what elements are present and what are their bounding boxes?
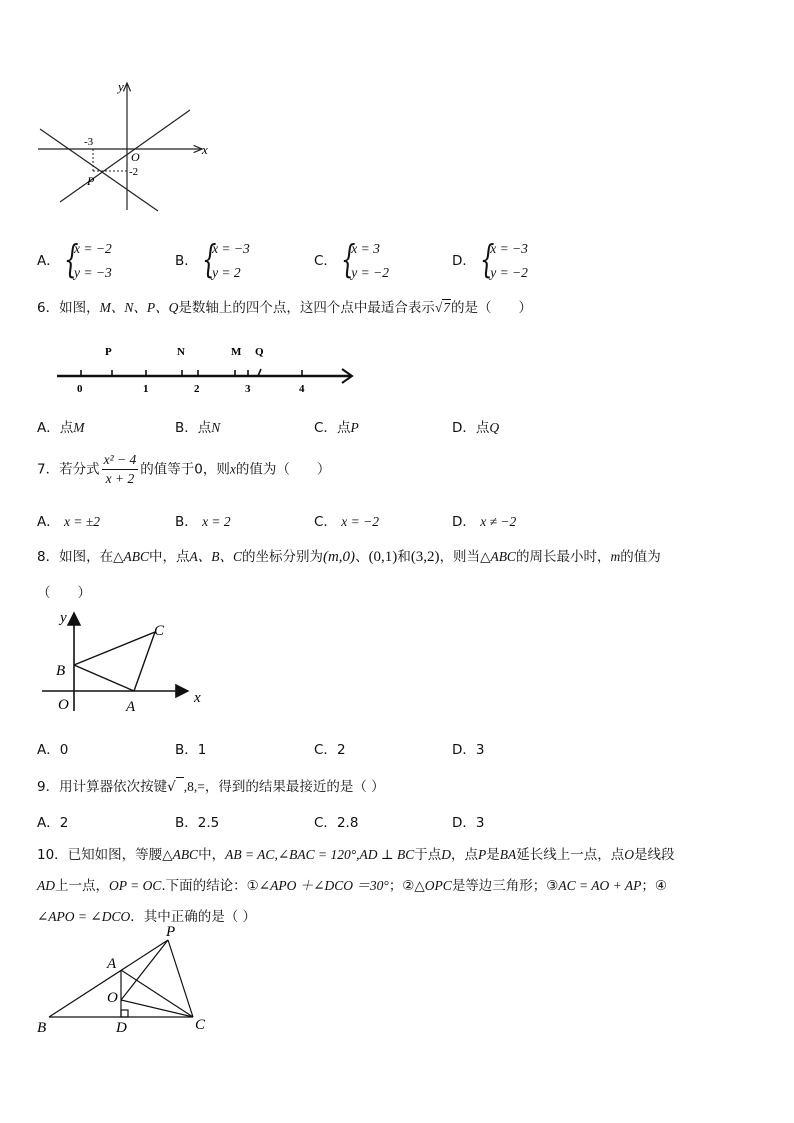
stem-text: 的值为 bbox=[620, 549, 661, 565]
stem-text: 上一点， bbox=[55, 878, 109, 894]
q5-label-y: y bbox=[118, 79, 124, 94]
q7-option-b[interactable] bbox=[175, 510, 231, 530]
stem-math: AB = AC,∠BAC = 120°,AD ⊥ BC bbox=[225, 847, 415, 862]
option-letter: B． bbox=[175, 742, 198, 758]
option-letter: A． bbox=[37, 514, 60, 530]
q8-label-o: O bbox=[58, 697, 69, 713]
eq-2: y = −2 bbox=[490, 265, 528, 280]
radicand: 7 bbox=[443, 300, 451, 315]
option-letter: B． bbox=[175, 514, 198, 530]
stem-math: △ABC bbox=[162, 847, 199, 862]
stem-text: 是等边三角形；③ bbox=[451, 878, 559, 894]
q10-side-oc bbox=[121, 1000, 193, 1017]
stem-math: AD bbox=[37, 878, 55, 893]
stem-math: ∠APO ＋∠DCO ＝30° bbox=[258, 878, 389, 893]
option-text: 1 bbox=[197, 742, 207, 758]
option-text: 2 bbox=[59, 815, 69, 831]
q8-option-c[interactable] bbox=[314, 738, 346, 758]
q10-label-c: C bbox=[195, 1017, 206, 1033]
q10-side-pc bbox=[168, 940, 193, 1017]
q6-label-q: Q bbox=[255, 346, 264, 358]
q5-label-p: P bbox=[87, 174, 95, 188]
stem-text: ；④ bbox=[641, 878, 668, 894]
stem-text: 的值为（ ） bbox=[235, 461, 331, 478]
q10-right-angle-mark bbox=[121, 1010, 128, 1017]
eq-1: x = 3 bbox=[351, 241, 380, 256]
stem-text: 中， bbox=[198, 847, 226, 863]
q8-option-d[interactable] bbox=[452, 738, 485, 758]
stem-math: ∠APO = ∠DCO bbox=[37, 909, 131, 924]
option-letter: A． bbox=[37, 742, 60, 758]
eq-2: y = −2 bbox=[351, 265, 389, 280]
option-var: N bbox=[211, 420, 221, 435]
q6-number-line bbox=[55, 340, 360, 395]
q10-label-b: B bbox=[37, 1020, 47, 1036]
q9-option-a[interactable] bbox=[37, 811, 68, 831]
equation-system: { x = −2 y = −3 bbox=[64, 237, 112, 285]
option-var: P bbox=[350, 420, 359, 435]
stem-text: ，得到的结果最接近的是（ ） bbox=[204, 779, 385, 795]
option-var: Q bbox=[489, 420, 500, 435]
fraction bbox=[102, 451, 139, 488]
stem-text: ；② bbox=[388, 878, 415, 894]
q10-label-d: D bbox=[116, 1020, 127, 1036]
q8-paren: （ ） bbox=[37, 585, 91, 601]
stem-text: 若分式 bbox=[59, 461, 100, 478]
option-text: 点 bbox=[475, 420, 490, 436]
q5-line-1 bbox=[40, 129, 158, 211]
q9-option-b[interactable] bbox=[175, 811, 219, 831]
q8-label-y: y bbox=[60, 610, 67, 626]
option-text: x = 2 bbox=[202, 514, 231, 529]
q6-option-d[interactable] bbox=[452, 416, 499, 436]
sqrt-expr: √7 bbox=[434, 300, 451, 315]
q8-side-ca bbox=[134, 632, 155, 691]
q10-stem-line-1 bbox=[37, 843, 674, 863]
q6-stem bbox=[37, 296, 532, 316]
q6-label-m: M bbox=[231, 346, 242, 358]
q5-option-c[interactable] bbox=[314, 237, 389, 285]
option-letter: C． bbox=[314, 253, 337, 269]
q10-side-op bbox=[121, 940, 168, 1000]
stem-math: ,8,= bbox=[183, 779, 205, 794]
eq-2: y = 2 bbox=[212, 265, 241, 280]
option-letter: B． bbox=[175, 420, 198, 436]
q8-graph bbox=[40, 605, 220, 720]
q6-tick-1: 1 bbox=[143, 383, 149, 395]
q5-option-d[interactable] bbox=[452, 237, 528, 285]
stem-text: 延长线上一点，点 bbox=[516, 847, 625, 863]
q7-stem bbox=[37, 451, 330, 488]
stem-text: 的是（ ） bbox=[451, 300, 533, 316]
stem-text: 已知如图，等腰 bbox=[67, 847, 163, 863]
q6-label-p: P bbox=[105, 346, 112, 358]
option-letter: A． bbox=[37, 815, 60, 831]
stem-math: (m,0) bbox=[322, 549, 356, 565]
q5-option-b[interactable] bbox=[175, 237, 250, 285]
stem-text: ，则当 bbox=[439, 549, 481, 565]
option-text: 2.8 bbox=[336, 815, 359, 831]
stem-math: AC = AO + AP bbox=[558, 878, 642, 893]
stem-text: 中，点 bbox=[148, 549, 190, 565]
option-letter: C． bbox=[314, 742, 337, 758]
q7-option-a[interactable] bbox=[37, 510, 100, 530]
sqrt-key-icon: √ bbox=[167, 779, 184, 795]
stem-text: ．其中正确的是（ ） bbox=[130, 909, 257, 925]
option-letter: D． bbox=[452, 253, 476, 269]
option-text: 3 bbox=[475, 815, 485, 831]
equation-system: { x = 3 y = −2 bbox=[341, 237, 389, 285]
fraction-numerator: x² − 4 bbox=[102, 451, 139, 470]
q9-stem bbox=[37, 775, 385, 795]
stem-text: 的值等于0，则 bbox=[140, 461, 230, 478]
option-text: x ≠ −2 bbox=[480, 514, 517, 529]
stem-math: D bbox=[441, 847, 451, 862]
q8-side-bc bbox=[74, 632, 155, 665]
q6-tick-2: 2 bbox=[194, 383, 200, 395]
stem-text: 、 bbox=[355, 549, 369, 565]
q6-option-a[interactable] bbox=[37, 416, 85, 436]
q8-side-ba bbox=[74, 665, 134, 691]
stem-text: 是数轴上的四个点，这四个点中最适合表示 bbox=[178, 300, 435, 316]
equation-system: { x = −3 y = 2 bbox=[202, 237, 250, 285]
option-text: 点 bbox=[59, 420, 74, 436]
q10-label-p: P bbox=[166, 924, 176, 940]
stem-math: (3,2) bbox=[410, 549, 440, 565]
option-text: 点 bbox=[336, 420, 351, 436]
option-text: 0 bbox=[59, 742, 69, 758]
option-text: 3 bbox=[475, 742, 485, 758]
option-letter: C． bbox=[314, 514, 337, 530]
option-letter: B． bbox=[175, 253, 198, 269]
q6-option-c[interactable] bbox=[314, 416, 359, 436]
q6-label-n: N bbox=[177, 346, 185, 358]
stem-text: 的坐标分别为 bbox=[241, 549, 323, 565]
option-letter: D． bbox=[452, 420, 476, 436]
option-letter: C． bbox=[314, 420, 337, 436]
stem-math: x bbox=[229, 461, 236, 477]
q10-stem-line-2 bbox=[37, 874, 667, 894]
option-text: 2 bbox=[336, 742, 346, 758]
q5-label-o: O bbox=[131, 150, 140, 164]
question-number: 8． bbox=[37, 549, 60, 565]
eq-1: x = −3 bbox=[212, 241, 250, 256]
q10-graph bbox=[35, 922, 225, 1037]
q10-label-a: A bbox=[107, 956, 117, 972]
q9-option-d[interactable] bbox=[452, 811, 485, 831]
option-text: x = ±2 bbox=[64, 514, 101, 529]
option-text: 2.5 bbox=[197, 815, 220, 831]
q10-label-o: O bbox=[107, 990, 118, 1006]
stem-text: .下面的结论：① bbox=[161, 878, 259, 894]
stem-text: 如图，在 bbox=[59, 549, 114, 565]
option-letter: D． bbox=[452, 514, 476, 530]
q8-label-b: B bbox=[56, 663, 66, 679]
question-number: 9． bbox=[37, 779, 60, 795]
eq-2: y = −3 bbox=[74, 265, 112, 280]
fraction-denominator: x + 2 bbox=[105, 471, 135, 486]
option-letter: C． bbox=[314, 815, 337, 831]
q5-option-a[interactable] bbox=[37, 237, 112, 285]
option-text: x = −2 bbox=[341, 514, 379, 529]
stem-math: △ABC bbox=[113, 549, 149, 564]
stem-math: M、N、P、Q bbox=[99, 300, 179, 315]
q8-label-c: C bbox=[154, 623, 165, 639]
q6-tick-4: 4 bbox=[299, 383, 305, 395]
stem-text: 和 bbox=[397, 549, 411, 565]
question-number: 7． bbox=[37, 461, 60, 478]
stem-text: 是 bbox=[486, 847, 500, 863]
question-number: 6． bbox=[37, 300, 60, 316]
stem-math: △OPC bbox=[414, 878, 452, 893]
q8-option-b[interactable] bbox=[175, 738, 206, 758]
q8-stem bbox=[37, 545, 661, 566]
equation-system: { x = −3 y = −2 bbox=[480, 237, 528, 285]
q9-option-c[interactable] bbox=[314, 811, 358, 831]
option-text: 点 bbox=[197, 420, 212, 436]
stem-text: 如图， bbox=[59, 300, 100, 316]
q5-tick-x: -3 bbox=[84, 136, 94, 148]
q7-option-c[interactable] bbox=[314, 510, 379, 530]
q8-option-a[interactable] bbox=[37, 738, 68, 758]
stem-text: 用计算器依次按键 bbox=[59, 779, 168, 795]
q8-label-x: x bbox=[194, 690, 201, 706]
q6-tick-0: 0 bbox=[77, 383, 83, 395]
q6-option-b[interactable] bbox=[175, 416, 220, 436]
stem-text: 的周长最小时， bbox=[515, 549, 611, 565]
eq-1: x = −3 bbox=[490, 241, 528, 256]
q6-tick-3: 3 bbox=[245, 383, 251, 395]
q10-side-ac bbox=[121, 970, 193, 1017]
stem-text: 于点 bbox=[414, 847, 442, 863]
stem-math: OP = OC bbox=[109, 878, 162, 893]
option-letter: D． bbox=[452, 742, 476, 758]
stem-math: O bbox=[624, 847, 634, 862]
option-letter: A． bbox=[37, 253, 60, 269]
stem-math: A、B、C bbox=[189, 549, 242, 564]
q8-label-a: A bbox=[126, 699, 136, 715]
q7-option-d[interactable] bbox=[452, 510, 516, 530]
stem-math: △ABC bbox=[480, 549, 516, 564]
stem-math: (0,1) bbox=[368, 549, 398, 565]
stem-math: P bbox=[477, 847, 487, 862]
q5-label-x: x bbox=[202, 142, 208, 157]
stem-math: m bbox=[610, 549, 621, 564]
option-letter: D． bbox=[452, 815, 476, 831]
option-letter: B． bbox=[175, 815, 198, 831]
option-var: M bbox=[73, 420, 85, 435]
q5-tick-y: -2 bbox=[129, 166, 139, 178]
q5-graph bbox=[30, 75, 220, 220]
eq-1: x = −2 bbox=[74, 241, 112, 256]
option-letter: A． bbox=[37, 420, 60, 436]
stem-math: BA bbox=[499, 847, 517, 862]
stem-text: 是线段 bbox=[633, 847, 675, 863]
stem-text: ，点 bbox=[450, 847, 478, 863]
question-number: 10． bbox=[37, 847, 68, 863]
